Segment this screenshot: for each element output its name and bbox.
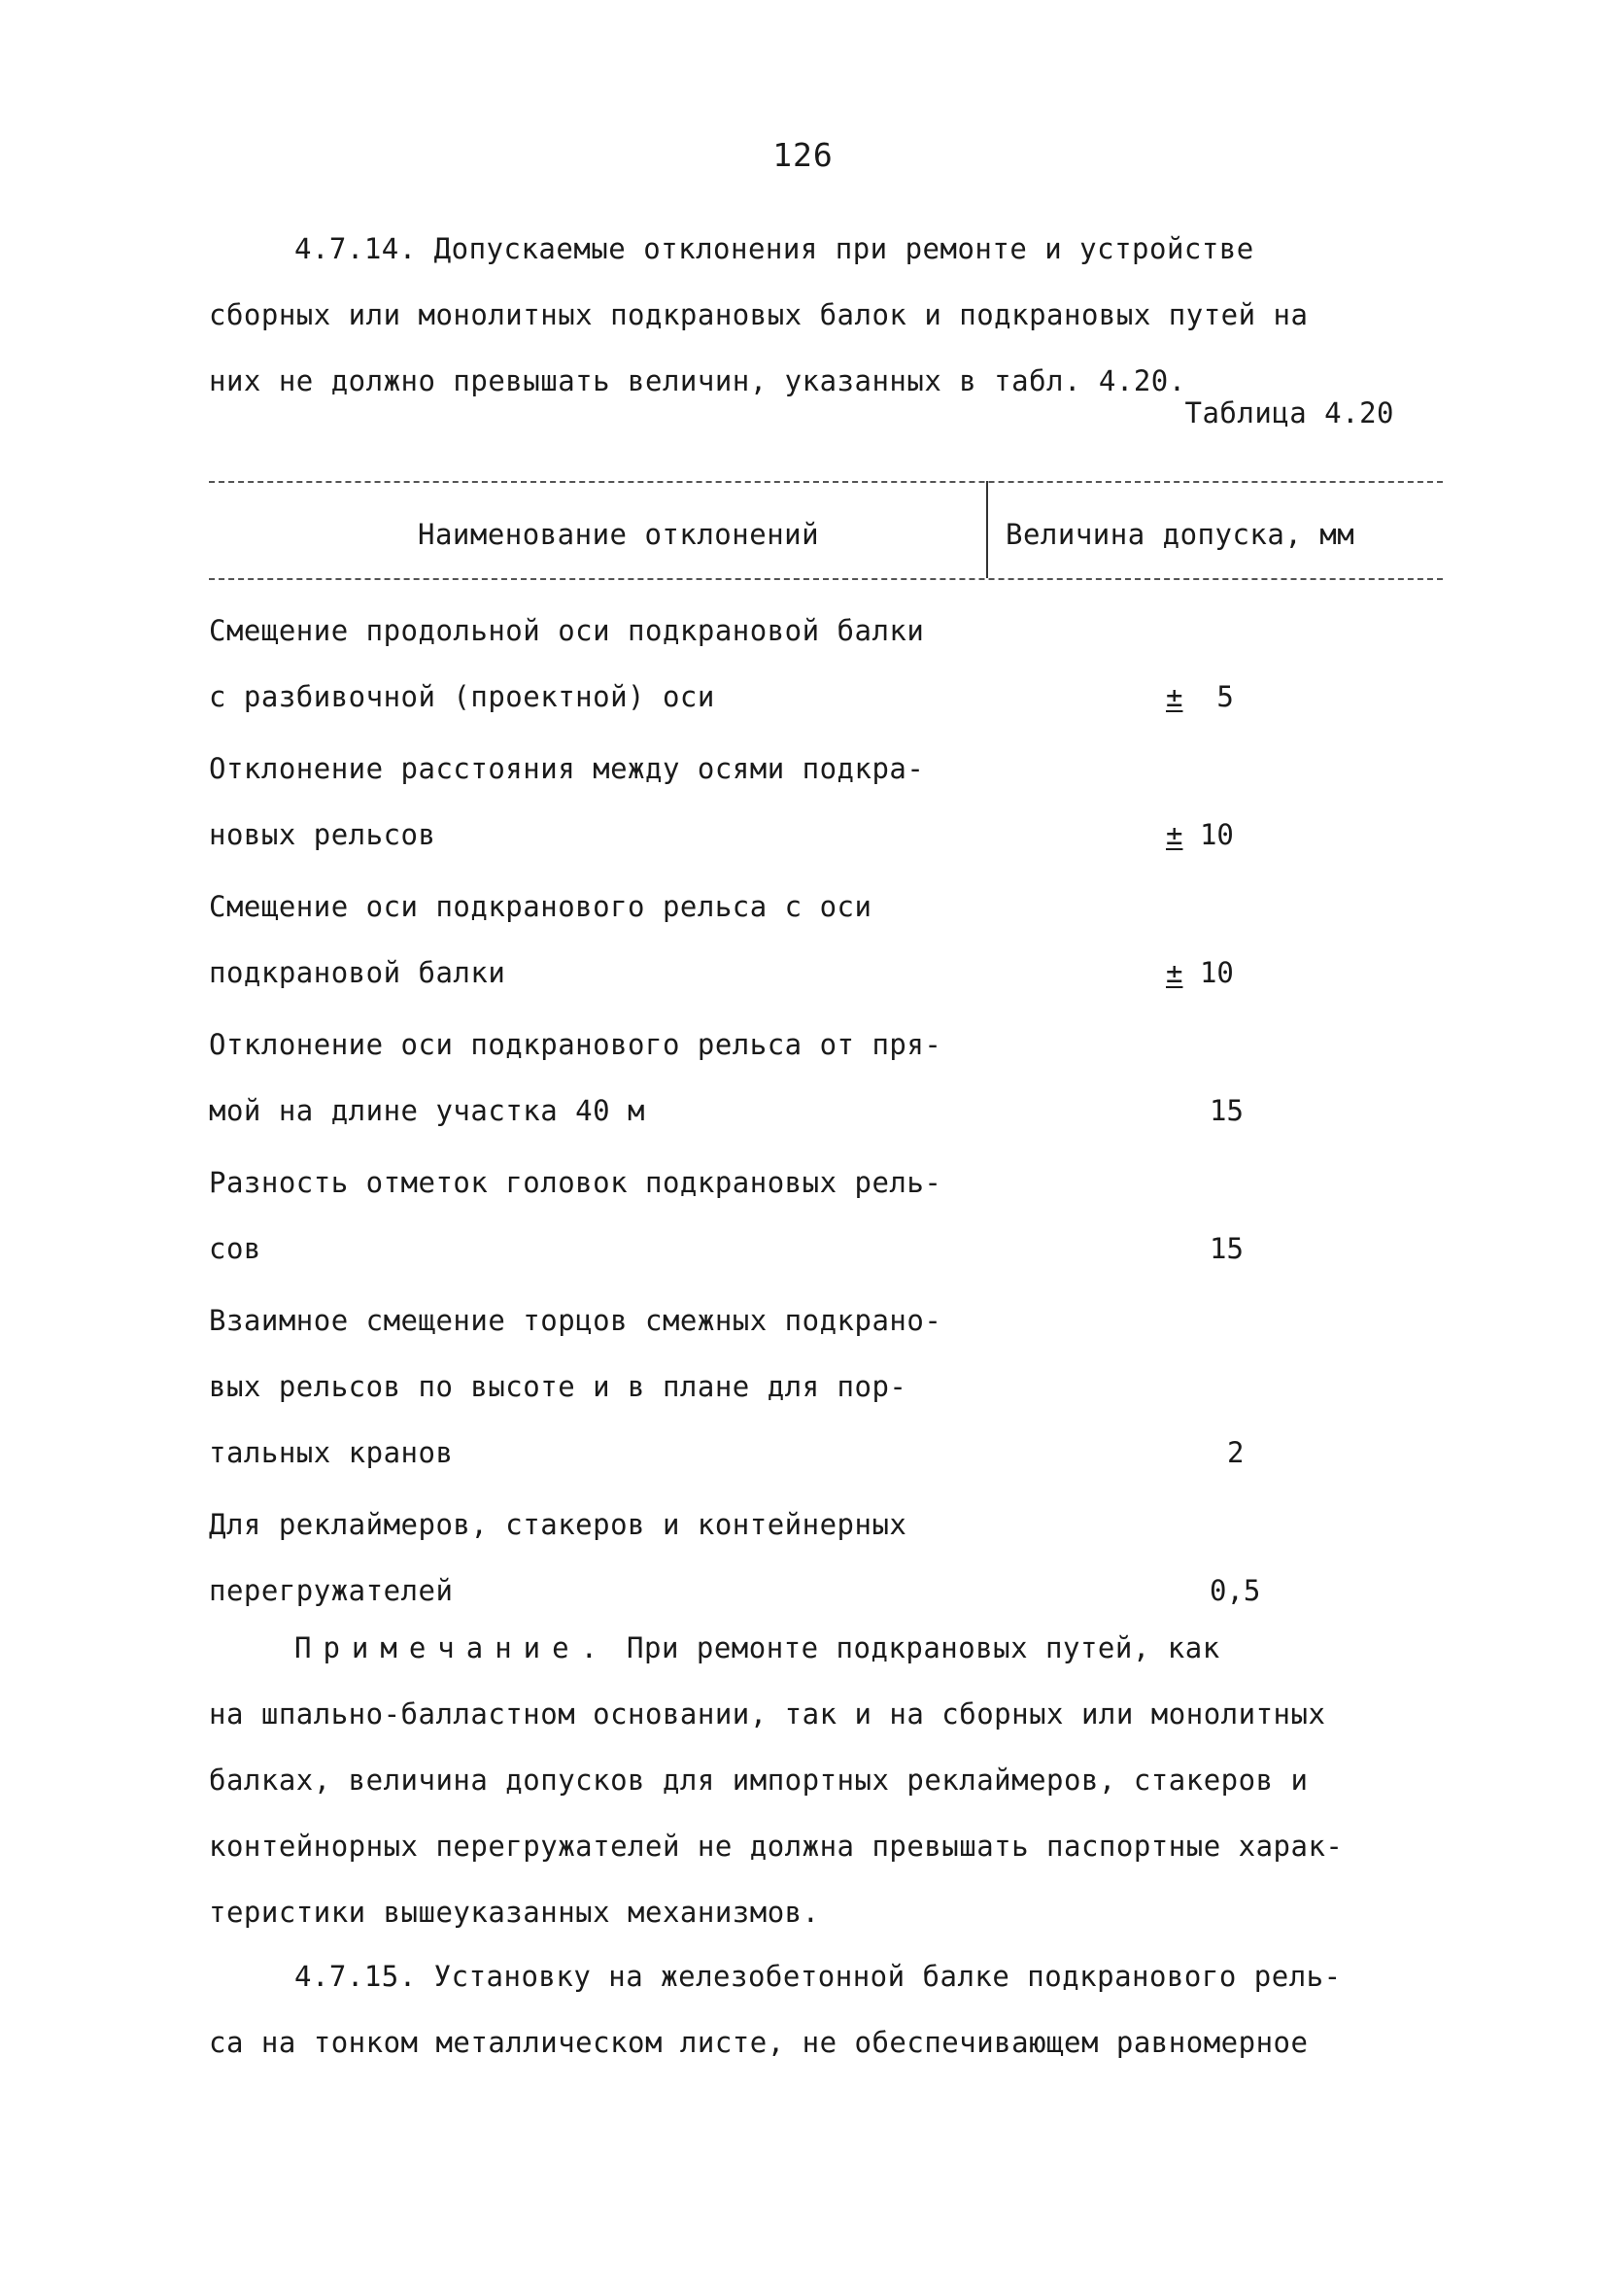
row-description [209,874,986,1006]
table-row [209,598,1443,730]
table-header-value: Величина допуска, мм [1006,518,1355,551]
table-header-rule [209,578,1443,580]
row-value: 15 [1210,1094,1244,1127]
row-value: 15 [1210,1232,1244,1265]
note-line: При ремонте подкрановых путей, как [627,1631,1220,1664]
row-value: 0,5 [1210,1574,1261,1607]
row-description-line: сов [209,1232,261,1265]
table-note [209,1615,1423,1945]
clause-line: 4.7.15. Установку на железобетонной балке подкранового рель- [294,1960,1342,1993]
table-row [209,874,1443,1006]
note-label: Примечание. [294,1631,610,1664]
note-line: контейнорных перегружателей не должна превышать паспортные харак- [209,1830,1344,1863]
row-description-line: перегружателей [209,1574,454,1607]
clause-line: 4.7.14. Допускаемые отклонения при ремонте и устройстве [294,232,1254,265]
row-description [209,1149,986,1282]
row-value: 2 [1227,1436,1245,1469]
note-line: балках, величина допусков для импортных реклаймеров, стакеров и [209,1764,1309,1797]
table-header-name: Наименование отклонений [418,518,820,551]
row-description-line: с разбивочной (проектной) оси [209,680,715,713]
table-body [209,598,1443,1629]
row-description-line: Отклонение оси подкранового рельса от пря- [209,1028,942,1061]
row-description [209,1491,986,1624]
table-row [209,1491,1443,1624]
table-row [209,1149,1443,1282]
row-description-line: тальных кранов [209,1436,454,1469]
row-value [1166,664,1234,730]
row-description [209,1011,986,1144]
note-first-line [209,1615,1423,1681]
row-value [1166,802,1234,868]
row-description-line: Смещение продольной оси подкрановой балки [209,614,925,647]
row-description-line: Для реклаймеров, стакеров и контейнерных [209,1508,907,1541]
row-value-number: 10 [1199,818,1234,851]
row-value-number: 5 [1216,680,1234,713]
table-caption: Таблица 4.20 [1184,396,1394,429]
row-description [209,736,986,868]
table-top-rule [209,481,1443,483]
row-description-line: подкрановой балки [209,956,506,989]
note-line: на шпально-балластном основании, так и на сборных или монолитных [209,1697,1326,1731]
row-description-line: вых рельсов по высоте и в плане для пор- [209,1370,907,1403]
page-number: 126 [772,136,834,174]
row-description-line: Смещение оси подкранового рельса с оси [209,890,872,923]
clause-line: них не должно превышать величин, указанных в табл. 4.20. [209,364,1186,397]
row-description-line: Взаимное смещение торцов смежных подкрано- [209,1304,942,1337]
note-line: теристики вышеуказанных механизмов. [209,1896,820,1929]
table-row [209,736,1443,868]
row-value [1166,940,1234,1006]
row-description-line: Разность отметок головок подкрановых рель- [209,1166,942,1199]
plus-minus-sign: ± [1166,680,1183,713]
clause-line: сборных или монолитных подкрановых балок и подкрановых путей на [209,298,1309,331]
table-row [209,1287,1443,1486]
plus-minus-sign: ± [1166,956,1183,989]
row-value-number: 10 [1199,956,1234,989]
row-description [209,598,986,730]
plus-minus-sign: ± [1166,818,1183,851]
clause-4-7-15 [209,1943,1423,2075]
row-description-line: новых рельсов [209,818,436,851]
row-description-line: мой на длине участка 40 м [209,1094,645,1127]
clause-4-7-14 [209,216,1423,414]
row-description [209,1287,986,1486]
table-row [209,1011,1443,1144]
clause-line: са на тонком металлическом листе, не обеспечивающем равномерное [209,2026,1309,2059]
table-header-separator [986,481,988,578]
row-description-line: Отклонение расстояния между осями подкра- [209,752,925,785]
